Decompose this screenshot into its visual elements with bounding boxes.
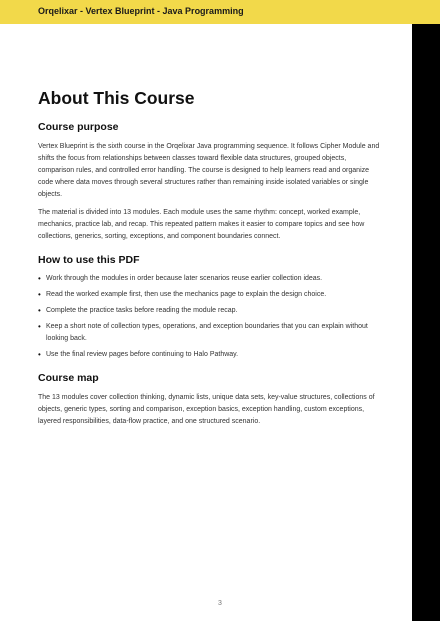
header-bar xyxy=(0,0,440,24)
paragraph: Vertex Blueprint is the sixth course in the Orqelixar Java programming sequence. It follows Cipher Module and shifts the focus from relationships between classes toward flexible data structures, grouped objects, comparison rules, and controlled error handling. The course is designed to help learners read and organize code where data moves through several structures rather than remaining inside isolated variables or single objects. xyxy=(38,142,380,198)
section-heading-map: Course map xyxy=(38,372,99,385)
list-item xyxy=(38,289,383,301)
bullet-icon: • xyxy=(38,274,41,284)
list-item xyxy=(38,305,383,317)
list-item xyxy=(38,321,383,345)
bullet-icon: • xyxy=(38,306,41,316)
list-item-text: Read the worked example first, then use the mechanics page to explain the design choice. xyxy=(46,291,327,299)
paragraph: The material is divided into 13 modules. Each module uses the same rhythm: concept, worked example, mechanics, practice lab, and recap. This repeated pattern makes it easier to compare topics and see how collections, generics, sorting, exceptions, and component boundaries connect. xyxy=(38,208,365,240)
paragraph: The 13 modules cover collection thinking, dynamic lists, unique data sets, key-value structures, collections of objects, generic types, sorting and comparison, exception basics, exception handling, custom exceptions, layered responsibilities, data-flow practice, and one structured scenario. xyxy=(38,393,375,425)
list-item xyxy=(38,349,383,361)
list-item-text: Use the final review pages before continuing to Halo Pathway. xyxy=(46,351,239,359)
page-number: 3 xyxy=(218,600,222,607)
section-heading-purpose: Course purpose xyxy=(38,121,119,133)
list-item-text: Keep a short note of collection types, operations, and exception boundaries that you can explain without looking back. xyxy=(46,323,368,343)
bullet-icon: • xyxy=(38,322,41,332)
document-title: Orqelixar - Vertex Blueprint - Java Programming xyxy=(38,6,244,16)
list-item-text: Work through the modules in order because later scenarios reuse earlier collection ideas. xyxy=(46,275,323,283)
list-item-text: Complete the practice tasks before reading the module recap. xyxy=(46,307,238,315)
list-item xyxy=(38,273,383,285)
how-to-use-section xyxy=(38,254,383,362)
bullet-icon: • xyxy=(38,290,41,300)
instruction-list xyxy=(38,273,383,361)
bullet-icon: • xyxy=(38,350,41,360)
course-map-section xyxy=(38,372,383,428)
page-title: About This Course xyxy=(38,88,195,108)
page-content xyxy=(38,88,383,439)
section-heading-howto: How to use this PDF xyxy=(38,253,140,266)
side-accent-bar xyxy=(412,24,440,621)
course-purpose-section xyxy=(38,121,383,243)
